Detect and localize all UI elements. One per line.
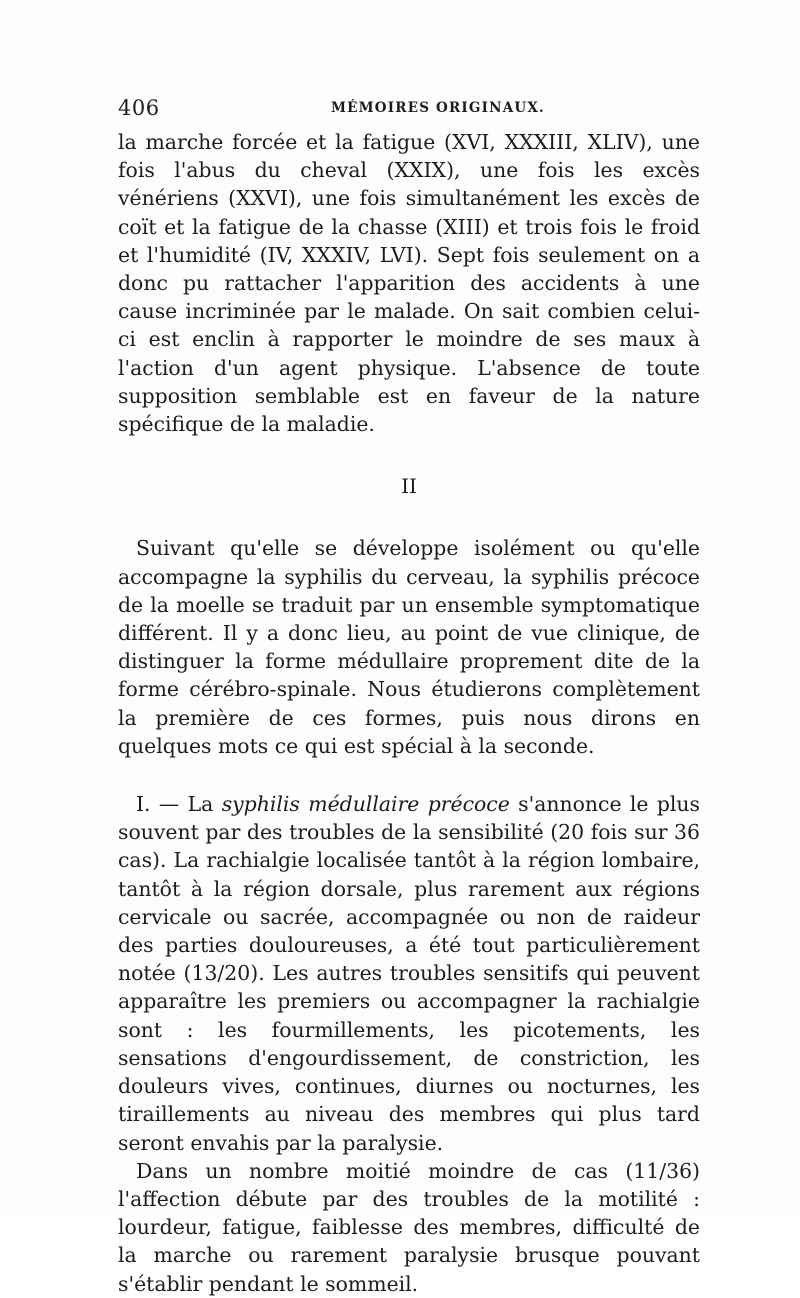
paragraph-text: s'annonce le plus souvent par des troubles de la sensibilité (20 fois sur 36 cas). La rachialgie localisée tantôt à la région lombaire, tantôt à la région dorsale, plus rarement aux régions cervicale ou sacrée, accompagnée ou non de raideur des parties douloureuses, a été tout particulièrement notée (13/20). Les autres troubles sensitifs qui peuvent apparaître les premiers ou accompagner la rachialgie sont : les fourmillements, les picotements, les sensations d'engourdissement, de constriction, les douleurs vives, continues, diurnes ou nocturnes, les tiraillements au niveau des membres qui plus tard seront envahis par la paralysie. <box>118 792 701 1155</box>
paragraph-motility: Dans un nombre moitié moindre de cas (11/36) l'affection débute par des troubles de la motilité : lourdeur, fatigue, faiblesse des membres, difficulté de la marche ou rarement paralysie brusque pouvant s'établir pendant le sommeil. <box>118 1158 700 1296</box>
paragraph-intro: Suivant qu'elle se développe isolément ou qu'elle accompagne la syphilis du cerveau, la syphilis précoce de la moelle se traduit par un ensemble symptomatique différent. Il y a donc lieu, au point de vue clinique, de distinguer la forme médullaire proprement dite de la forme cérébro-spinale. Nous étudierons complètement la première de ces formes, puis nous dirons en quelques mots ce qui est spécial à la seconde. <box>118 536 700 758</box>
paragraph-continuation: la marche forcée et la fatigue (XVI, XXXIII, XLIV), une fois l'abus du cheval (XXIX), une fois les excès vénériens (XXVI), une fois simultanément les excès de coït et la fatigue de la chasse (XIII) et trois fois le froid et l'humidité (IV, XXXIV, LVI). Sept fois seulement on a donc pu rattacher l'apparition des accidents à une cause incriminée par le malade. On sait combien celui-ci est enclin à rapporter le moindre de ses maux à l'action d'un agent physique. L'absence de toute supposition semblable est en faveur de la nature spécifique de la maladie. <box>118 130 700 437</box>
page-number: 406 <box>118 96 160 120</box>
page-header <box>118 96 698 126</box>
page-body <box>118 128 700 1298</box>
italic-term: syphilis médullaire précoce <box>221 792 510 817</box>
running-title: MÉMOIRES ORIGINAUX. <box>331 100 545 116</box>
paragraph-sensibility <box>118 790 700 1157</box>
paragraph-lead: I. — La <box>136 792 222 817</box>
section-heading: II <box>401 474 417 499</box>
